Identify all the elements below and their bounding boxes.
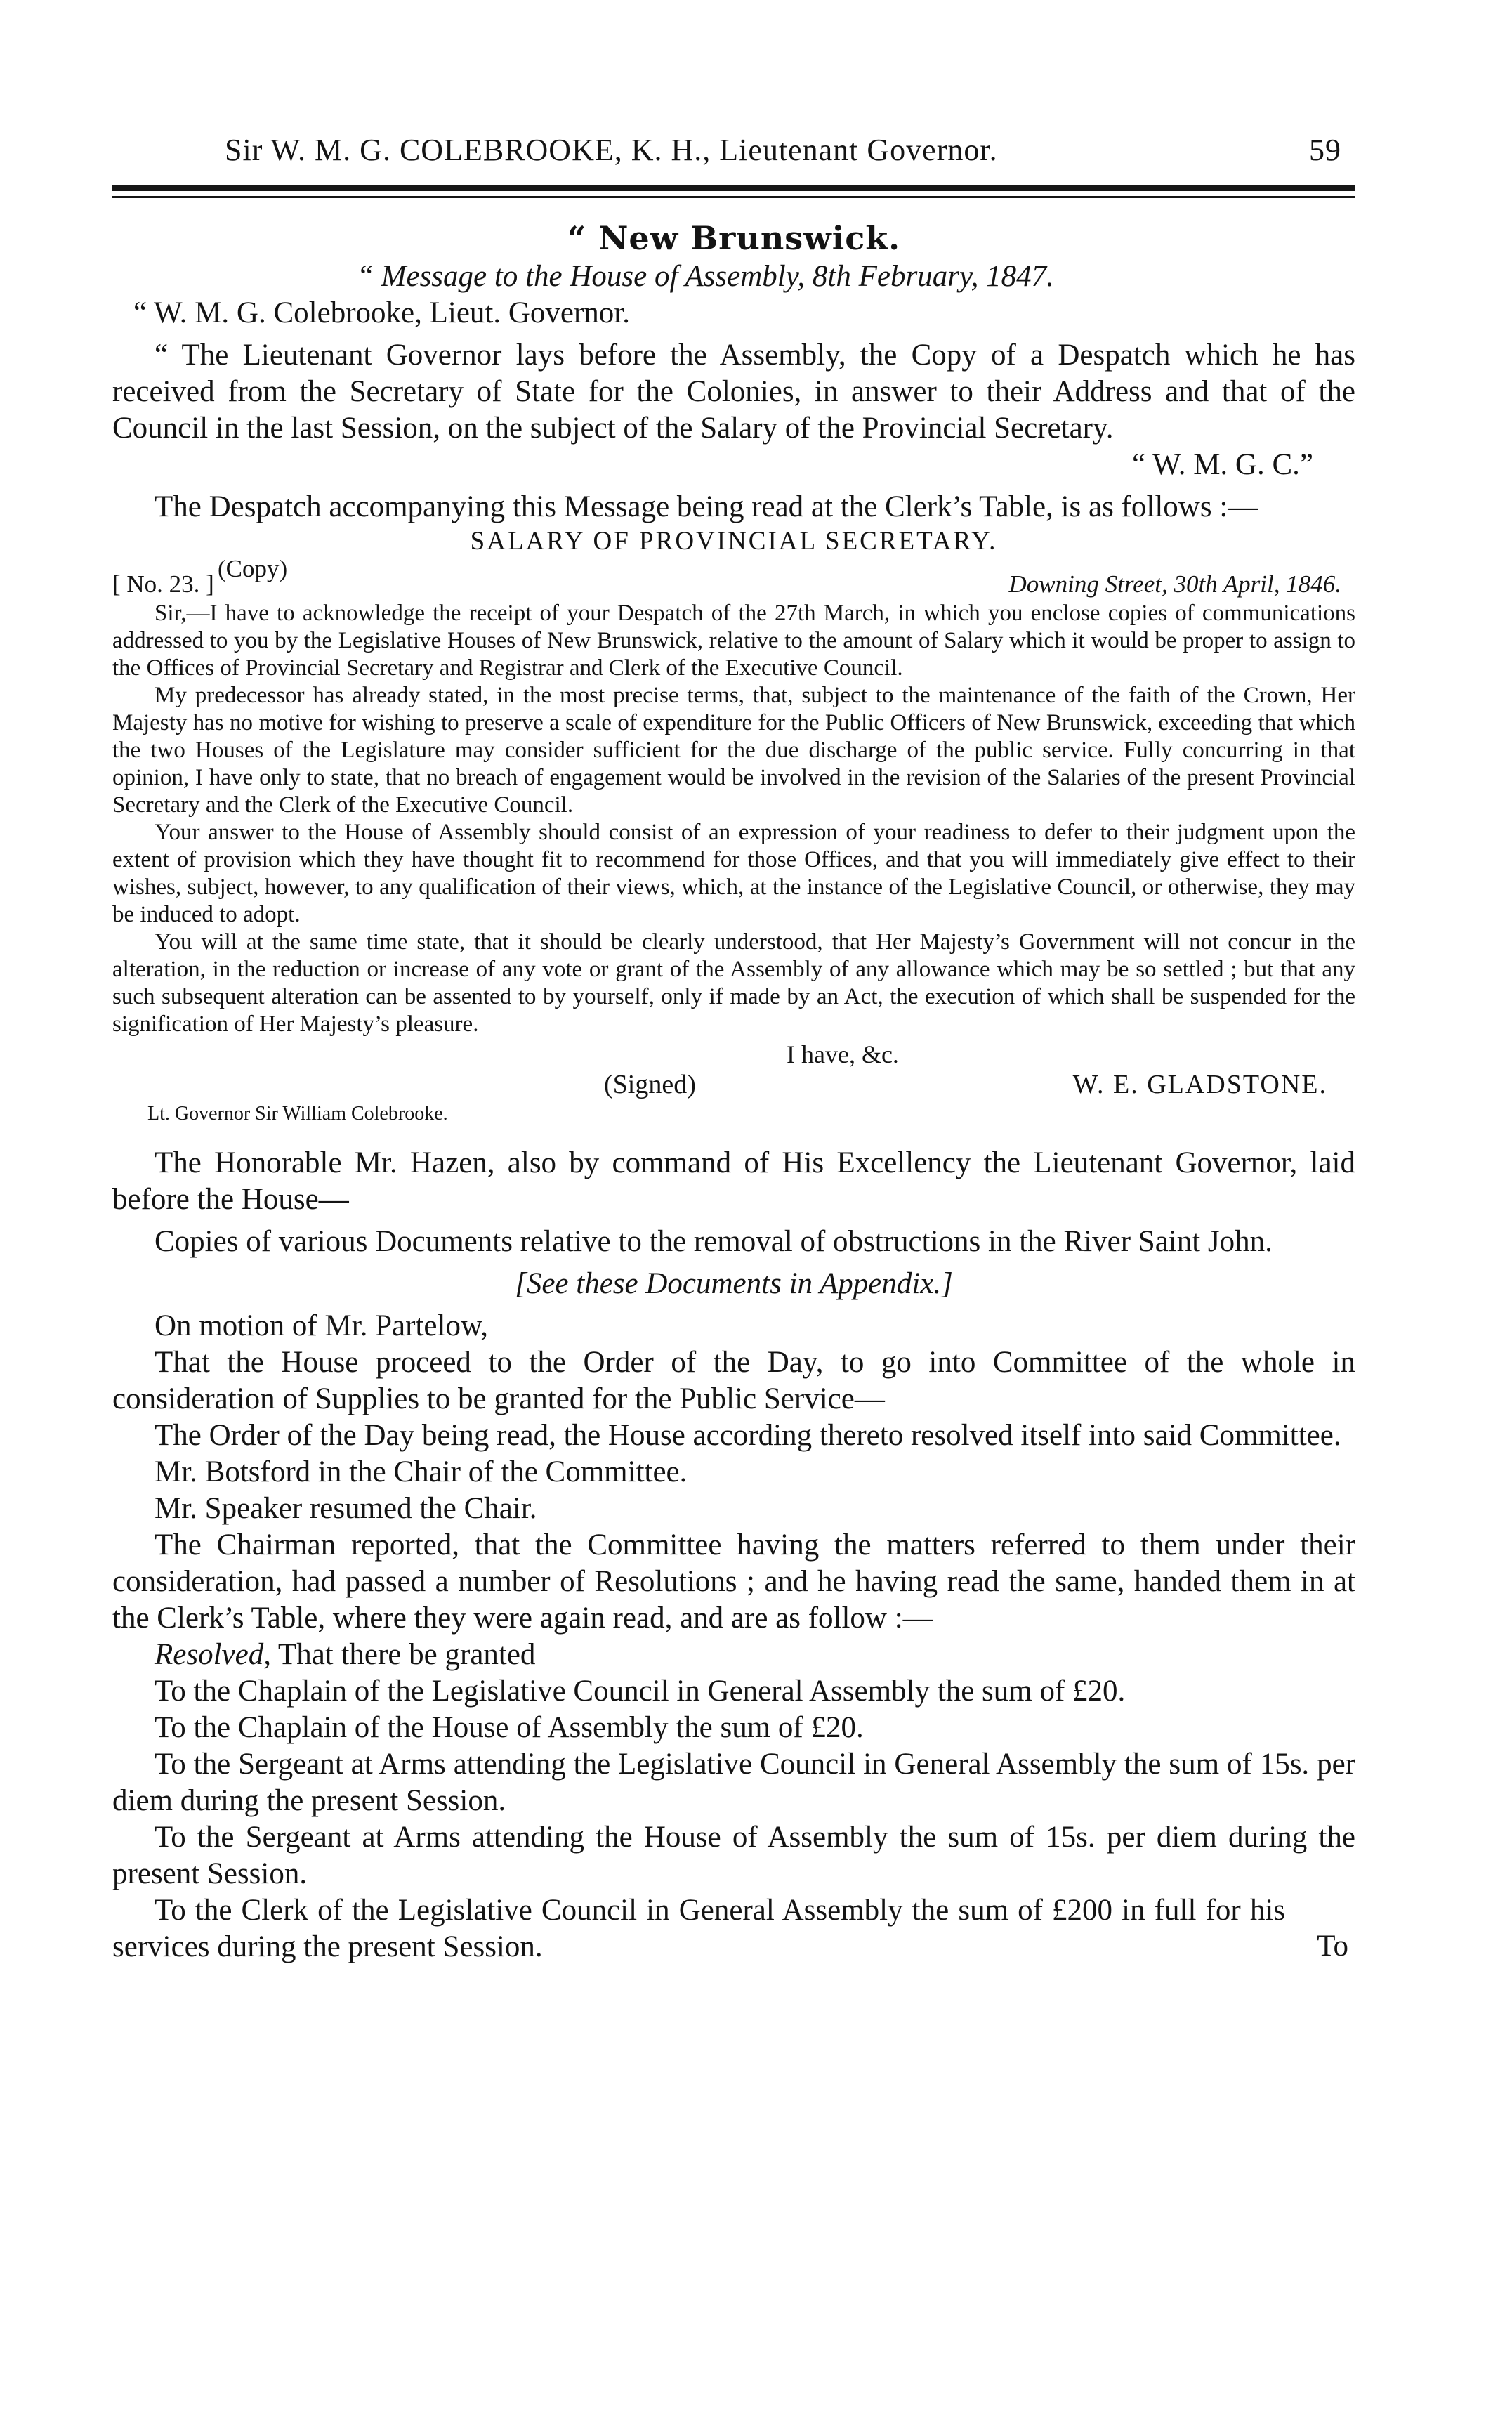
despatch-place-date: Downing Street, 30th April, 1846. xyxy=(1008,570,1341,598)
message-signer: “ W. M. G. Colebrooke, Lieut. Governor. xyxy=(133,296,631,329)
grant-item: To the Sergeant at Arms attending the Legislative Council in General Assembly the sum of 15s. per diem during the present Session. xyxy=(112,1748,1355,1817)
proceeding-paragraph: Mr. Speaker resumed the Chair. xyxy=(155,1492,537,1525)
despatch-title: SALARY OF PROVINCIAL SECRETARY. xyxy=(470,527,998,556)
despatch-paragraph: Sir,—I have to acknowledge the receipt of your Despatch of the 27th March, in which you enclose copies of communications addressed to you by the Legislative Houses of New Brunswick, relative to the amount of Salary which it would be proper to assign to the Offices of Provincial Secretary and Registrar and Clerk of the Executive Council. xyxy=(112,601,1355,681)
despatch-paragraph: You will at the same time state, that it should be clearly understood, that Her Majesty’s Government will not concur in the alteration, in the reduction or increase of any vote or grant of the Assembly of any allowance which may be so settled ; but that any such subsequent alteration can be assented to by yourself, only if made by an Act, the execution of which shall be suspended for the signification of Her Majesty’s pleasure. xyxy=(112,929,1355,1037)
resolved-label: Resolved, xyxy=(155,1638,271,1671)
message-body: “ The Lieutenant Governor lays before the Assembly, the Copy of a Despatch which he has received from the Secretary of State for the Colonies, in answer to their Address and that of the Council in the last Session, on the subject of the Salary of the Provincial Secretary. xyxy=(112,339,1355,445)
proceeding-paragraph: That the House proceed to the Order of the Day, to go into Committee of the whole in consideration of Supplies to be granted for the Public Service— xyxy=(112,1346,1355,1415)
grant-item: To the Chaplain of the Legislative Council in General Assembly the sum of £20. xyxy=(155,1675,1126,1708)
running-title: Sir W. M. G. COLEBROOKE, K. H., Lieutenant Governor. xyxy=(225,133,998,167)
signed-label: (Signed) xyxy=(604,1070,696,1099)
despatch-addressee-row xyxy=(112,1100,1355,1131)
despatch-closing-row xyxy=(112,1038,1355,1069)
appendix-note: [See these Documents in Appendix.] xyxy=(515,1267,953,1300)
page-number: 59 xyxy=(1309,133,1341,167)
page-body xyxy=(112,218,1355,1965)
proceeding-paragraph: The Order of the Day being read, the House according thereto resolved itself into said Committee. xyxy=(155,1419,1341,1452)
despatch-header-row xyxy=(112,555,1355,598)
grant-item: To the Sergeant at Arms attending the House of Assembly the sum of 15s. per diem during the present Session. xyxy=(112,1821,1355,1890)
header-rule-thick xyxy=(112,185,1355,191)
message-initials: “ W. M. G. C.” xyxy=(1132,448,1313,481)
copy-label: (Copy) xyxy=(218,555,288,582)
resolved-text: That there be granted xyxy=(270,1638,536,1671)
message-heading: “ New Brunswick. xyxy=(567,219,901,257)
proceeding-paragraph: Copies of various Documents relative to the removal of obstructions in the River Saint John. xyxy=(155,1225,1273,1258)
header-rule-thin xyxy=(112,196,1355,198)
despatch-paragraph: My predecessor has already stated, in the most precise terms, that, subject to the maintenance of the faith of the Crown, Her Majesty has no motive for wishing to preserve a scale of expenditure for the Public Officers of New Brunswick, exceeding that which the two Houses of the Legislature may consider sufficient for the due discharge of the public service. Fully concurring in that opinion, I have only to state, that no breach of engagement would be involved in the revision of the Salaries of the present Provincial Secretary and the Clerk of the Executive Council. xyxy=(112,683,1355,818)
proceeding-paragraph: The Honorable Mr. Hazen, also by command of His Excellency the Lieutenant Governor, laid before the House— xyxy=(112,1146,1355,1216)
journal-page xyxy=(112,0,1355,2429)
proceeding-paragraph: Mr. Botsford in the Chair of the Committee. xyxy=(155,1455,688,1488)
despatch-number: [ No. 23. ] xyxy=(112,570,214,598)
running-head xyxy=(112,132,1355,174)
grant-item: To the Clerk of the Legislative Council in General Assembly the sum of £200 in full for his services during the present Session. xyxy=(112,1894,1285,1963)
despatch-addressee: Lt. Governor Sir William Colebrooke. xyxy=(147,1103,448,1125)
despatch-signatory: W. E. GLADSTONE. xyxy=(1072,1070,1327,1099)
message-dateline: “ Message to the House of Assembly, 8th February, 1847. xyxy=(357,260,1054,293)
catchword: To xyxy=(1317,1930,1348,1963)
proceeding-paragraph: The Chairman reported, that the Committee having the matters referred to them under their consideration, had passed a number of Resolutions ; and he having read the same, handed them in at the Clerk’s Table, where they were again read, and are as follow :— xyxy=(112,1528,1355,1635)
despatch-intro: The Despatch accompanying this Message being read at the Clerk’s Table, is as follows :— xyxy=(155,490,1258,523)
grant-item: To the Chaplain of the House of Assembly the sum of £20. xyxy=(155,1711,864,1744)
despatch-signature-row xyxy=(112,1069,1355,1100)
resolved-line xyxy=(112,1637,1355,1673)
despatch-closing: I have, &c. xyxy=(787,1040,899,1068)
despatch-paragraph: Your answer to the House of Assembly should consist of an expression of your readiness to defer to their judgment upon the extent of provision which they have thought fit to recommend for those Offices, and that you will immediately give effect to their wishes, subject, however, to any qualification of their views, which, at the instance of the Legislative Council, or otherwise, they may be induced to adopt. xyxy=(112,820,1355,927)
proceeding-paragraph: On motion of Mr. Partelow, xyxy=(155,1309,488,1342)
